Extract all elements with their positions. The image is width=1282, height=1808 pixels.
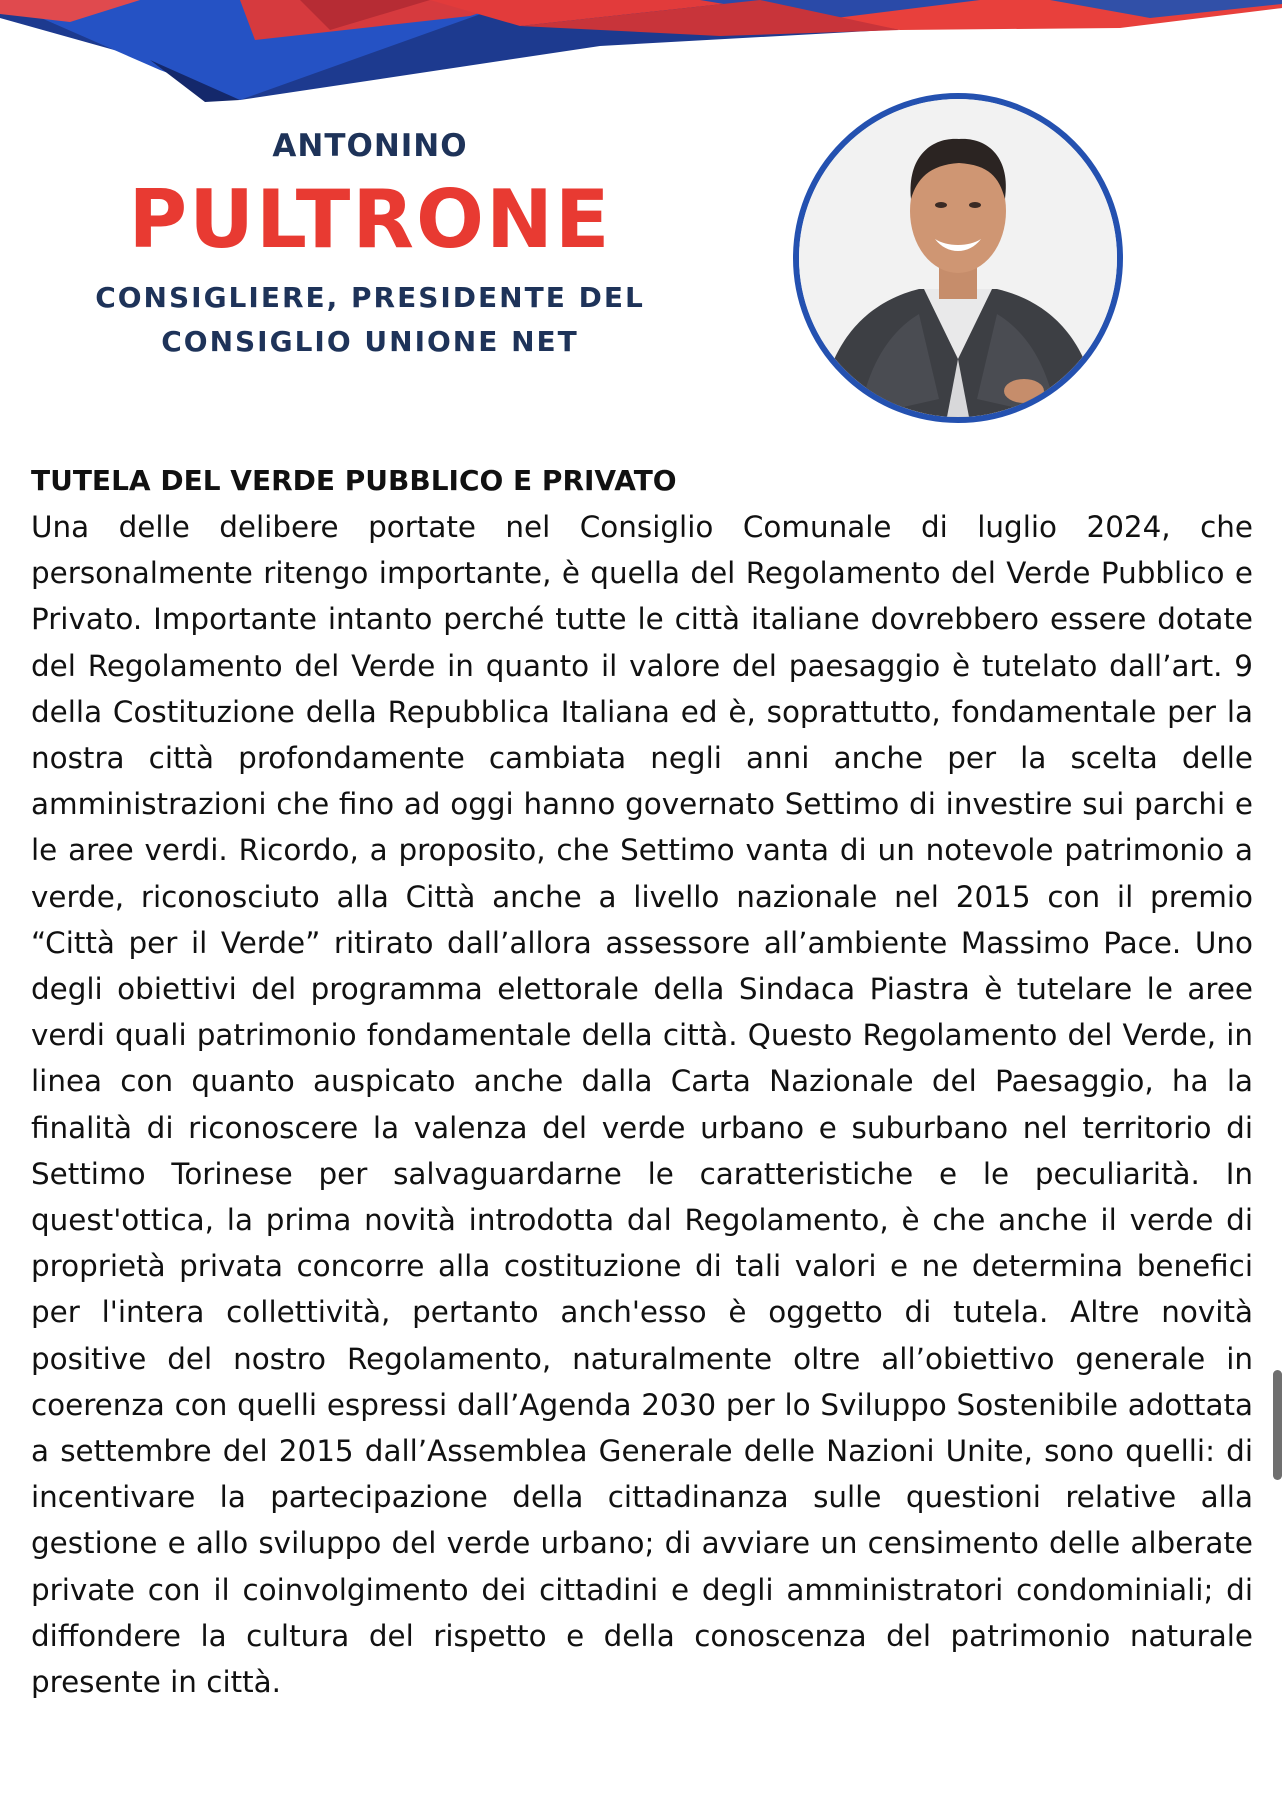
last-name: PULTRONE [128, 173, 612, 266]
first-name: ANTONINO [272, 128, 468, 164]
role-line-1: CONSIGLIERE, PRESIDENTE DEL [95, 281, 645, 314]
role-line-2: CONSIGLIO UNIONE NET [161, 325, 579, 358]
role-title [70, 276, 670, 364]
header-text [70, 118, 670, 364]
scrollbar-thumb[interactable] [1273, 1370, 1282, 1480]
portrait-illustration [799, 99, 1117, 417]
article-body: Una delle delibere portate nel Consiglio Comunale di luglio 2024, che personalmente ritengo importante, è quella del Regolamento del Verde Pubblico e Privato. Importante intanto perché tutte le città italiane dovrebbero essere dotate del Regolamento del Verde in quanto il valore del paesaggio è tutelato dall’art. 9 della Costituzione della Repubblica Italiana ed è, soprattutto, fondamentale per la nostra città profondamente cambiata negli anni anche per la scelta delle amministrazioni che fino ad oggi hanno governato Settimo di investire sui parchi e le aree verdi. Ricordo, a proposito, che Settimo vanta di un notevole patrimonio a verde, riconosciuto alla Città anche a livello nazionale nel 2015 con il premio “Città per il Verde” ritirato dall’allora assessore all’ambiente Massimo Pace. Uno degli obiettivi del programma elettorale della Sindaca Piastra è tutelare le aree verdi quali patrimonio fondamentale della città. Questo Regolamento del Verde, in linea con quanto auspicato anche dalla Carta Nazionale del Paesaggio, ha la finalità di riconoscere la valenza del verde urbano e suburbano nel territorio di Settimo Torinese per salvaguardarne le caratteristiche e le peculiarità. In quest'ottica, la prima novità introdotta dal Regolamento, è che anche il verde di proprietà privata concorre alla costituzione di tali valori e ne determina benefici per l'intera collettività, pertanto anch'esso è oggetto di tutela. Altre novità positive del nostro Regolamento, naturalmente oltre all’obiettivo generale in coerenza con quelli espressi dall’Agenda 2030 per lo Sviluppo Sostenibile adottata a settembre del 2015 dall’Assemblea Generale delle Nazioni Unite, sono quelli: di incentivare la partecipazione della cittadinanza sulle questioni relative alla gestione e allo sviluppo del verde urbano; di avviare un censimento delle alberate private con il coinvolgimento dei cittadini e degli amministratori condominiali; di diffondere la cultura del rispetto e della conoscenza del patrimonio naturale presente in città. [31, 510, 1253, 1700]
article-title: TUTELA DEL VERDE PUBBLICO E PRIVATO [31, 464, 677, 497]
header-banner [0, 0, 1282, 110]
portrait-photo [793, 93, 1123, 423]
article [31, 458, 1253, 1705]
